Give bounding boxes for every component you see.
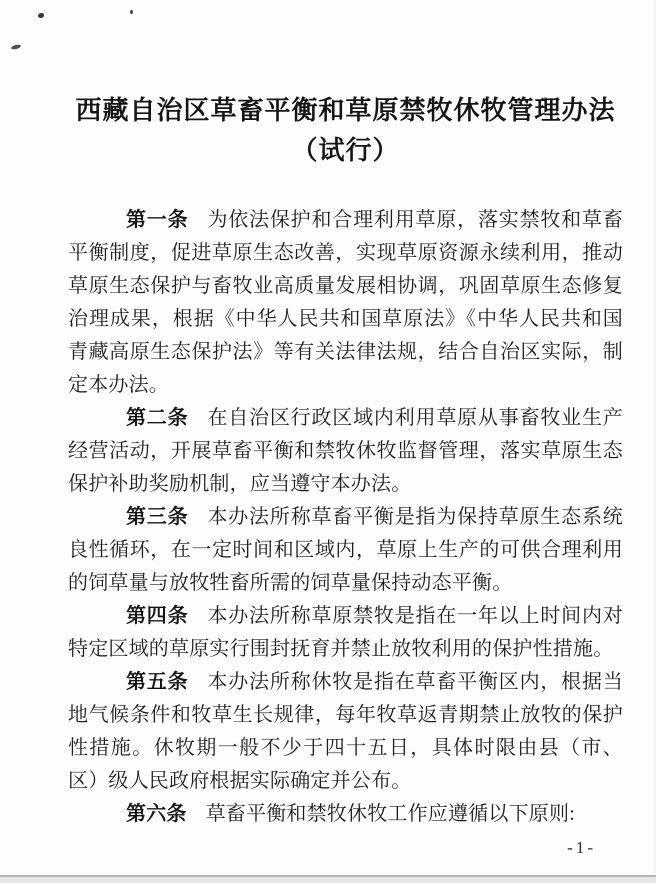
article-text: 本办法所称休牧是指在草畜平衡区内，根据当地气候条件和牧草生长规律，每年牧草返青期禁止放牧的保护性措施。休牧期一般不少于四十五日，具体时限由县（市、区）级人民政府根据实际确定并公布。	[68, 671, 624, 792]
article-text: 本办法所称草畜平衡是指为保持草原生态系统良性循环，在一定时间和区域内，草原上生产的可供合理利用的饲草量与放牧牲畜所需的饲草量保持动态平衡。	[68, 506, 624, 594]
scan-speck	[38, 13, 44, 18]
article-paragraph	[68, 798, 623, 831]
scan-bottom-edge	[0, 875, 656, 883]
scan-speck	[11, 44, 22, 50]
document-title	[68, 90, 623, 170]
article-number: 第三条	[126, 506, 189, 528]
article-number: 第五条	[126, 671, 189, 693]
article-text: 为依法保护和合理利用草原，落实禁牧和草畜平衡制度，促进草原生态改善，实现草原资源永续利用，推动草原生态保护与畜牧业高质量发展相协调，巩固草原生态修复治理成果，根据《中华人民共和国草原法》《中华人民共和国青藏高原生态保护法》等有关法律法规，结合自治区实际，制定本办法。	[68, 209, 624, 396]
article-text: 在自治区行政区域内利用草原从事畜牧业生产经营活动，开展草畜平衡和禁牧休牧监督管理，落实草原生态保护补助奖励机制，应当遵守本办法。	[68, 407, 624, 495]
article-number: 第六条	[126, 803, 187, 825]
scan-speck	[130, 10, 133, 14]
article-list	[68, 204, 623, 831]
document-content	[68, 90, 623, 831]
document-title-trial-note: （试行）	[291, 135, 400, 165]
article-number: 第一条	[126, 209, 189, 231]
article-number: 第二条	[126, 407, 189, 429]
page-number: -1-	[567, 838, 596, 857]
article-paragraph	[68, 600, 623, 666]
article-number: 第四条	[126, 605, 189, 627]
article-paragraph	[68, 501, 623, 600]
document-title-main: 西藏自治区草畜平衡和草原禁牧休牧管理办法	[75, 95, 616, 125]
article-paragraph	[68, 402, 623, 501]
article-paragraph	[68, 666, 623, 798]
scan-right-edge	[651, 0, 656, 883]
article-paragraph	[68, 204, 623, 402]
article-text: 草畜平衡和禁牧休牧工作应遵循以下原则:	[205, 803, 575, 825]
article-text: 本办法所称草原禁牧是指在一年以上时间内对特定区域的草原实行围封抚育并禁止放牧利用的保护性措施。	[68, 605, 624, 660]
